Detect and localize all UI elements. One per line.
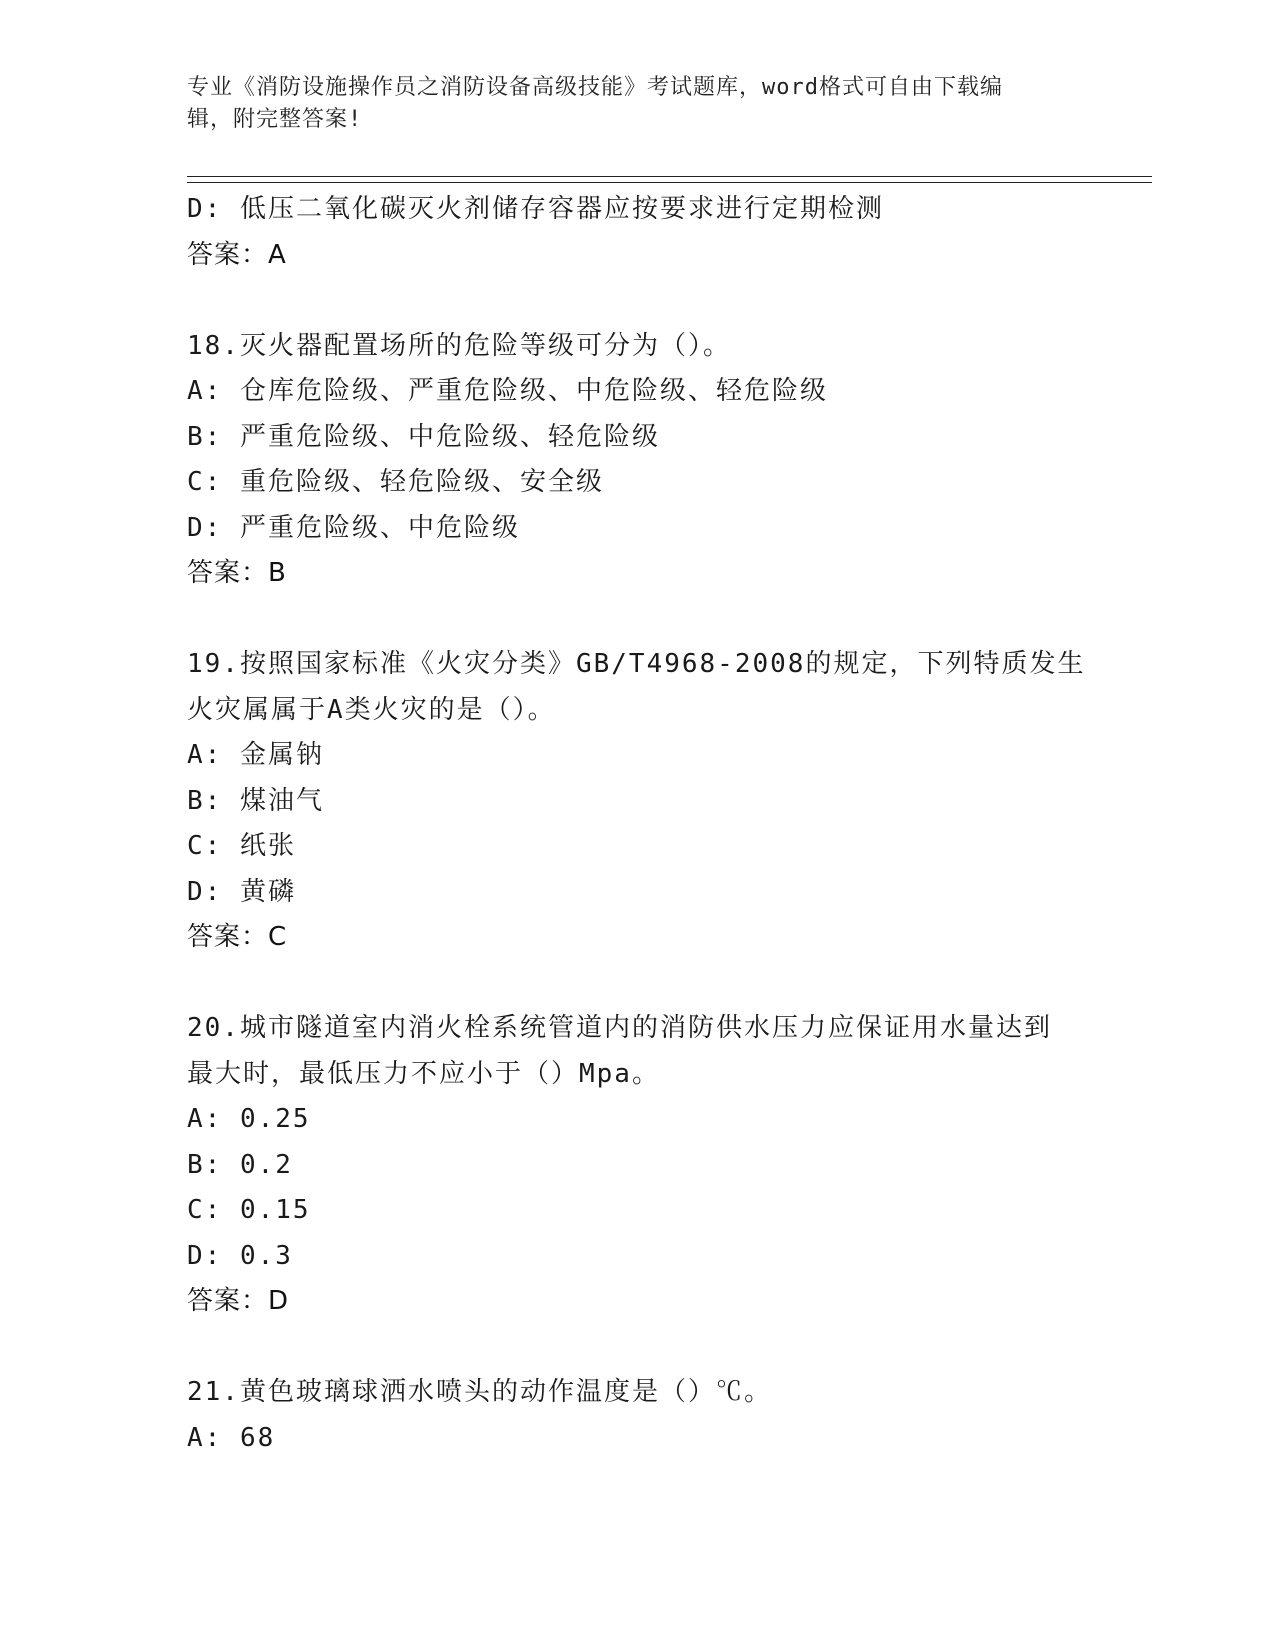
option-a: A: 仓库危险级、严重危险级、中危险级、轻危险级 [187,376,828,406]
header-rule-top [187,176,1152,177]
header-rule-bottom [187,182,1152,183]
option-a: A: 68 [187,1422,276,1453]
option-c: C: 纸张 [187,831,296,861]
question-stem-line-2: 火灾属属于A类火灾的是（）。 [187,694,556,725]
header-line-1: 专业《消防设施操作员之消防设备高级技能》考试题库，word格式可自由下载编 [187,75,1003,100]
question-20 [187,1006,1087,1325]
option-b: B: 煤油气 [187,785,324,816]
question-18 [187,324,1087,597]
question-stem-line-1: 20.城市隧道室内消火栓系统管道内的消防供水压力应保证用水量达到 [187,1013,1052,1043]
option-d: D: 严重危险级、中危险级 [187,512,520,543]
question-21 [187,1370,1087,1461]
answer: 答案：C [187,922,288,952]
answer: 答案：B [187,558,287,588]
spacer [187,278,1087,324]
header-line-2: 辑，附完整答案! [187,107,363,132]
option-c: C: 0.15 [187,1195,311,1225]
spacer [187,1325,1087,1371]
question-stem: 21.黄色玻璃球洒水喷头的动作温度是（）℃。 [187,1377,772,1407]
option-d: D: 黄磷 [187,876,296,907]
option-b: B: 严重危险级、中危险级、轻危险级 [187,421,660,452]
question-17 [187,187,1087,278]
question-19 [187,642,1087,961]
option-a: A: 金属钠 [187,740,324,770]
option-d: D: 低压二氧化碳灭火剂储存容器应按要求进行定期检测 [187,194,884,224]
option-d: D: 0.3 [187,1240,293,1271]
question-stem: 18.灭火器配置场所的危险等级可分为（）。 [187,330,731,361]
spacer [187,961,1087,1007]
option-c: C: 重危险级、轻危险级、安全级 [187,467,604,497]
question-stem-line-1: 19.按照国家标准《火灾分类》GB/T4968-2008的规定，下列特质发生 [187,649,1086,679]
answer: 答案：A [187,239,287,270]
document-header [187,72,1087,136]
question-stem-line-2: 最大时，最低压力不应小于（）Mpa。 [187,1058,660,1089]
question-list [187,187,1087,1461]
spacer [187,597,1087,643]
option-b: B: 0.2 [187,1149,293,1180]
answer: 答案：D [187,1286,290,1316]
option-a: A: 0.25 [187,1104,311,1134]
